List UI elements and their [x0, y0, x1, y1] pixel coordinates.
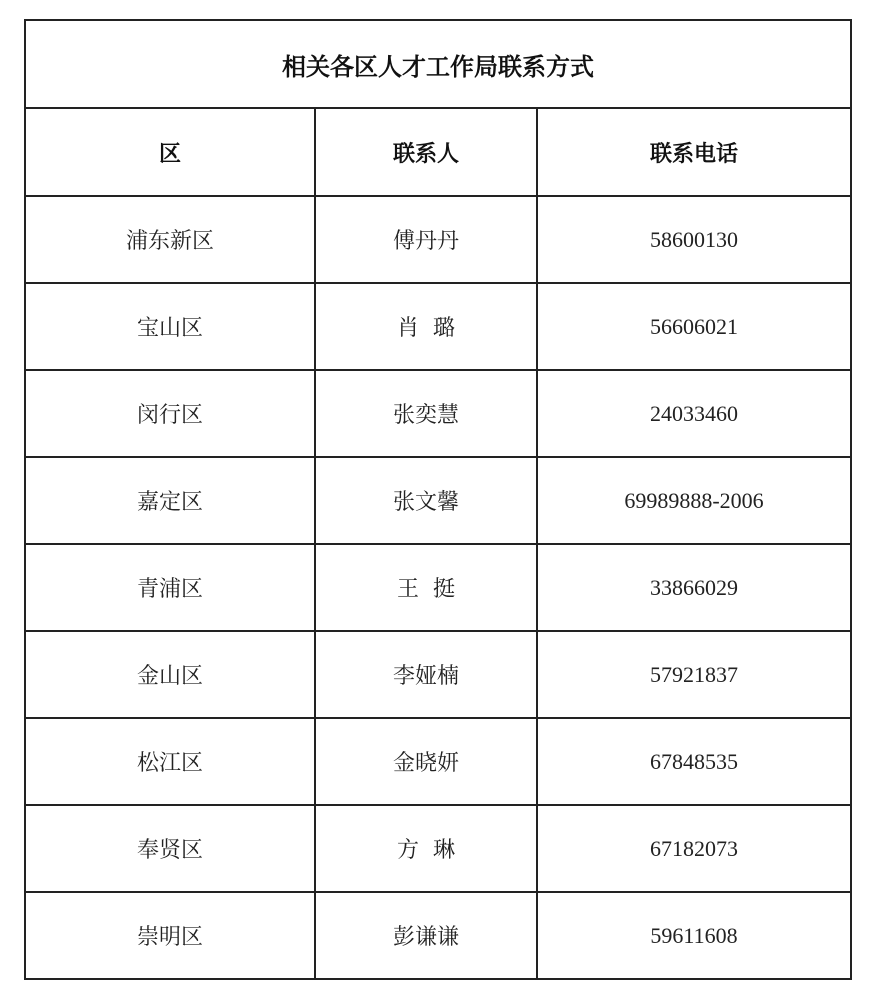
phone-cell: 59611608	[537, 892, 851, 979]
title-row	[25, 20, 851, 108]
phone-cell: 56606021	[537, 283, 851, 370]
district-cell: 宝山区	[25, 283, 315, 370]
table-row	[25, 805, 851, 892]
phone-cell: 57921837	[537, 631, 851, 718]
table-row	[25, 544, 851, 631]
table-row	[25, 718, 851, 805]
table-row	[25, 370, 851, 457]
district-cell: 浦东新区	[25, 196, 315, 283]
district-cell: 金山区	[25, 631, 315, 718]
district-cell: 崇明区	[25, 892, 315, 979]
phone-cell: 67848535	[537, 718, 851, 805]
contact-cell: 王 挺	[315, 544, 537, 631]
contact-cell: 金晓妍	[315, 718, 537, 805]
contact-cell: 肖 璐	[315, 283, 537, 370]
contact-table	[24, 19, 852, 980]
header-phone: 联系电话	[537, 108, 851, 196]
phone-cell: 58600130	[537, 196, 851, 283]
phone-cell: 24033460	[537, 370, 851, 457]
contact-table-container	[24, 19, 850, 980]
contact-cell: 张奕慧	[315, 370, 537, 457]
header-row	[25, 108, 851, 196]
table-row	[25, 283, 851, 370]
contact-cell: 方 琳	[315, 805, 537, 892]
contact-cell: 张文馨	[315, 457, 537, 544]
district-cell: 青浦区	[25, 544, 315, 631]
contact-cell: 傅丹丹	[315, 196, 537, 283]
contact-cell: 李娅楠	[315, 631, 537, 718]
header-contact: 联系人	[315, 108, 537, 196]
table-row	[25, 457, 851, 544]
table-title: 相关各区人才工作局联系方式	[25, 20, 851, 108]
table-row	[25, 631, 851, 718]
table-row	[25, 196, 851, 283]
table-row	[25, 892, 851, 979]
phone-cell: 69989888-2006	[537, 457, 851, 544]
header-district: 区	[25, 108, 315, 196]
district-cell: 嘉定区	[25, 457, 315, 544]
phone-cell: 67182073	[537, 805, 851, 892]
district-cell: 奉贤区	[25, 805, 315, 892]
district-cell: 闵行区	[25, 370, 315, 457]
contact-cell: 彭谦谦	[315, 892, 537, 979]
district-cell: 松江区	[25, 718, 315, 805]
phone-cell: 33866029	[537, 544, 851, 631]
